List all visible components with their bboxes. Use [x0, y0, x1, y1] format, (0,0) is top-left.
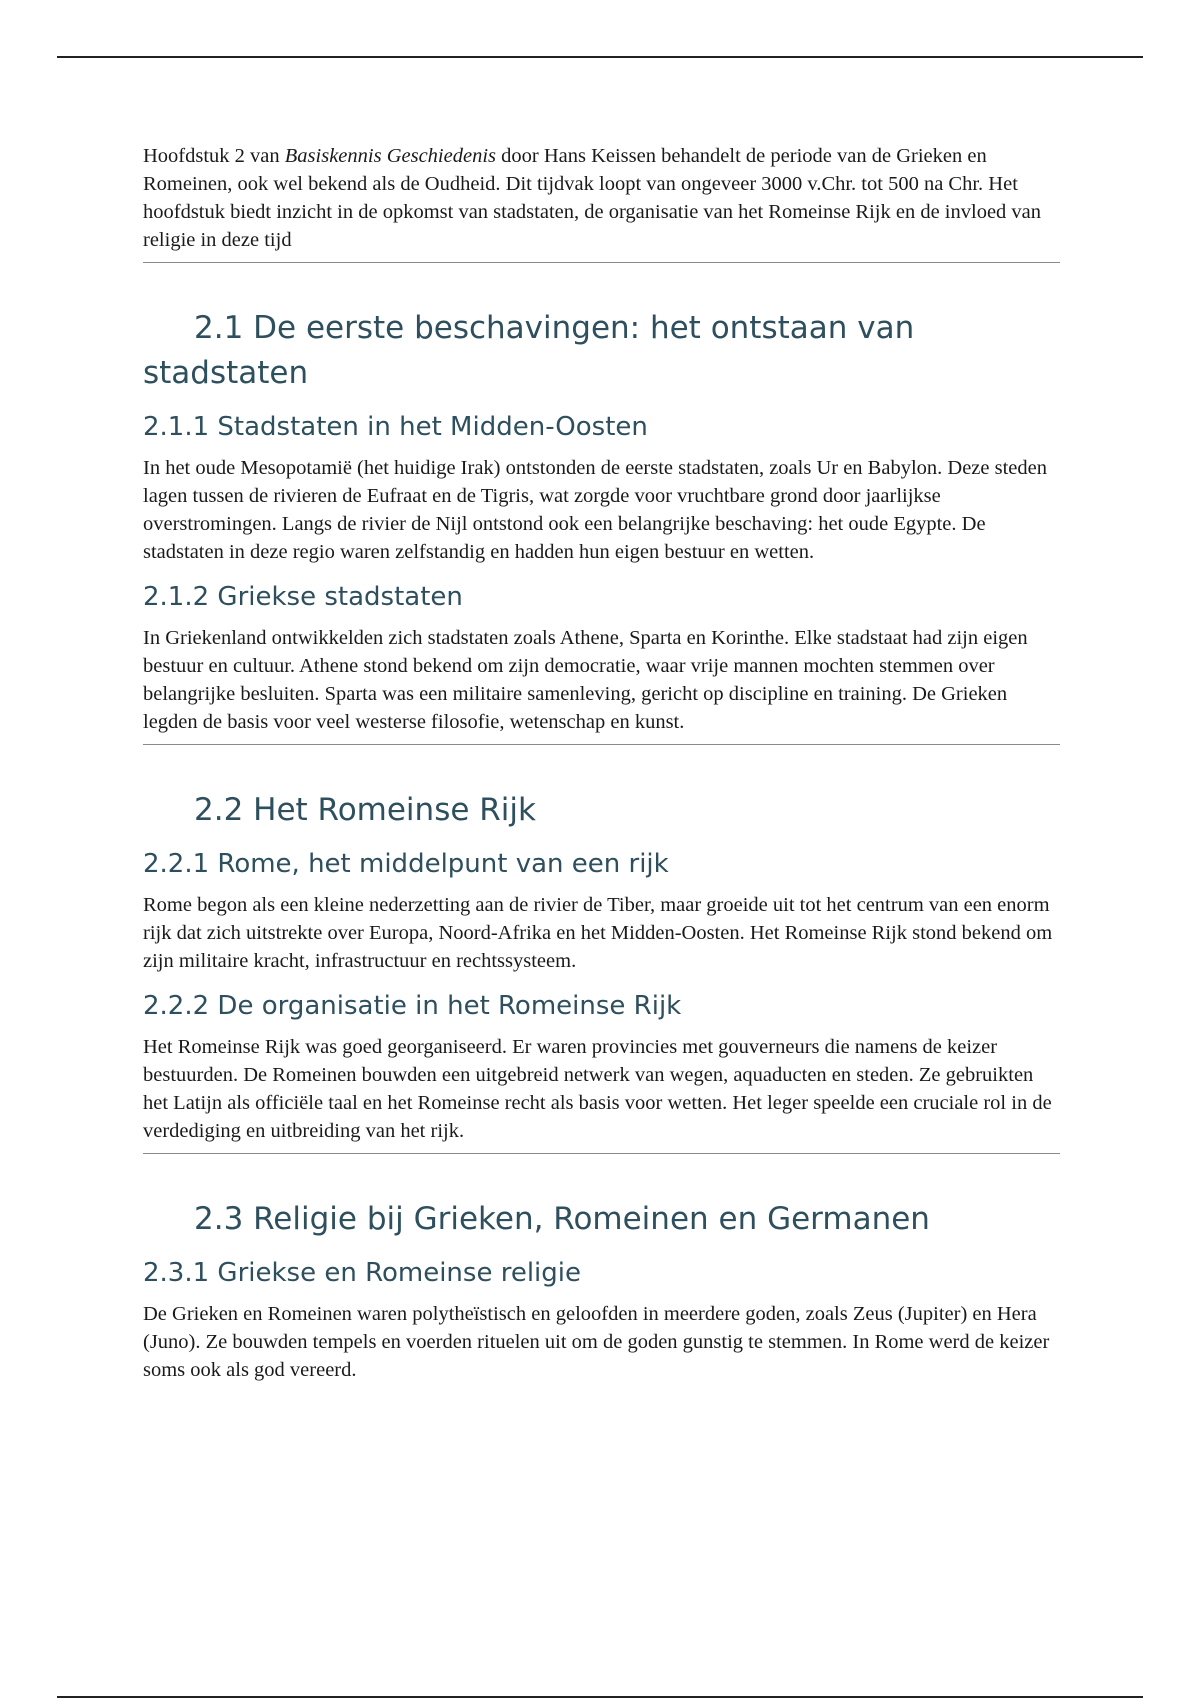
section-divider: [143, 262, 1060, 263]
subsection-heading-2-1-1: 2.1.1 Stadstaten in het Midden-Oosten: [143, 412, 648, 442]
paragraph-2-2-2: Het Romeinse Rijk was goed georganiseerd. Er waren provincies met gouverneurs die namens de keizer bestuurden. De Romeinen bouwden een uitgebreid netwerk van wegen, aquaducten en steden. Ze gebruikten het Latijn als officiële taal en het Romeinse recht als basis voor wetten. Het leger speelde een cruciale rol in de verdediging en uitbreiding van het rijk.: [143, 1036, 1052, 1142]
section-heading-2-3: 2.3 Religie bij Grieken, Romeinen en Germanen: [194, 1201, 930, 1237]
section-divider: [143, 1153, 1060, 1154]
section-heading-2-2: 2.2 Het Romeinse Rijk: [194, 792, 536, 828]
page-bottom-rule: [57, 1696, 1143, 1698]
paragraph-2-3-1: De Grieken en Romeinen waren polytheïstisch en geloofden in meerdere goden, zoals Zeus (Jupiter) en Hera (Juno). Ze bouwden tempels en voerden rituelen uit om de goden gunstig te stemmen. In Rome werd de keizer soms ook als god vereerd.: [143, 1303, 1050, 1381]
paragraph-2-1-1: In het oude Mesopotamië (het huidige Irak) ontstonden de eerste stadstaten, zoals Ur en Babylon. Deze steden lagen tussen de rivieren de Eufraat en de Tigris, wat zorgde voor vruchtbare grond door jaarlijkse overstromingen. Langs de rivier de Nijl ontstond ook een belangrijke beschaving: het oude Egypte. De stadstaten in deze regio waren zelfstandig en hadden hun eigen bestuur en wetten.: [143, 457, 1047, 563]
section-heading-2-1: 2.1 De eerste beschavingen: het ontstaan van stadstaten: [143, 310, 915, 391]
subsection-heading-2-2-2: 2.2.2 De organisatie in het Romeinse Rijk: [143, 991, 682, 1021]
page-top-rule: [57, 56, 1143, 58]
subsection-heading-2-1-2: 2.1.2 Griekse stadstaten: [143, 582, 463, 612]
book-title: Basiskennis Geschiedenis: [284, 145, 496, 167]
paragraph-2-1-2: In Griekenland ontwikkelden zich stadstaten zoals Athene, Sparta en Korinthe. Elke stadstaat had zijn eigen bestuur en cultuur. Athene stond bekend om zijn democratie, waar vrije mannen mochten stemmen over belangrijke besluiten. Sparta was een militaire samenleving, gericht op discipline en training. De Grieken legden de basis voor veel westerse filosofie, wetenschap en kunst.: [143, 627, 1028, 733]
section-divider: [143, 744, 1060, 745]
paragraph-2-2-1: Rome begon als een kleine nederzetting aan de rivier de Tiber, maar groeide uit tot het centrum van een enorm rijk dat zich uitstrekte over Europa, Noord-Afrika en het Midden-Oosten. Het Romeinse Rijk stond bekend om zijn militaire kracht, infrastructuur en rechtssysteem.: [143, 894, 1053, 972]
intro-paragraph: [143, 142, 1060, 254]
intro-text-start: Hoofdstuk 2 van: [143, 145, 285, 167]
document-body: [143, 142, 1060, 1392]
subsection-heading-2-3-1: 2.3.1 Griekse en Romeinse religie: [143, 1258, 582, 1288]
intro-text-end: door Hans Keissen behandelt de periode van de Grieken en Romeinen, ook wel bekend als de Oudheid. Dit tijdvak loopt van ongeveer 3000 v.Chr. tot 500 na Chr. Het hoofdstuk biedt inzicht in de opkomst van stadstaten, de organisatie van het Romeinse Rijk en de invloed van religie in deze tijd: [143, 145, 1042, 251]
subsection-heading-2-2-1: 2.2.1 Rome, het middelpunt van een rijk: [143, 849, 669, 879]
